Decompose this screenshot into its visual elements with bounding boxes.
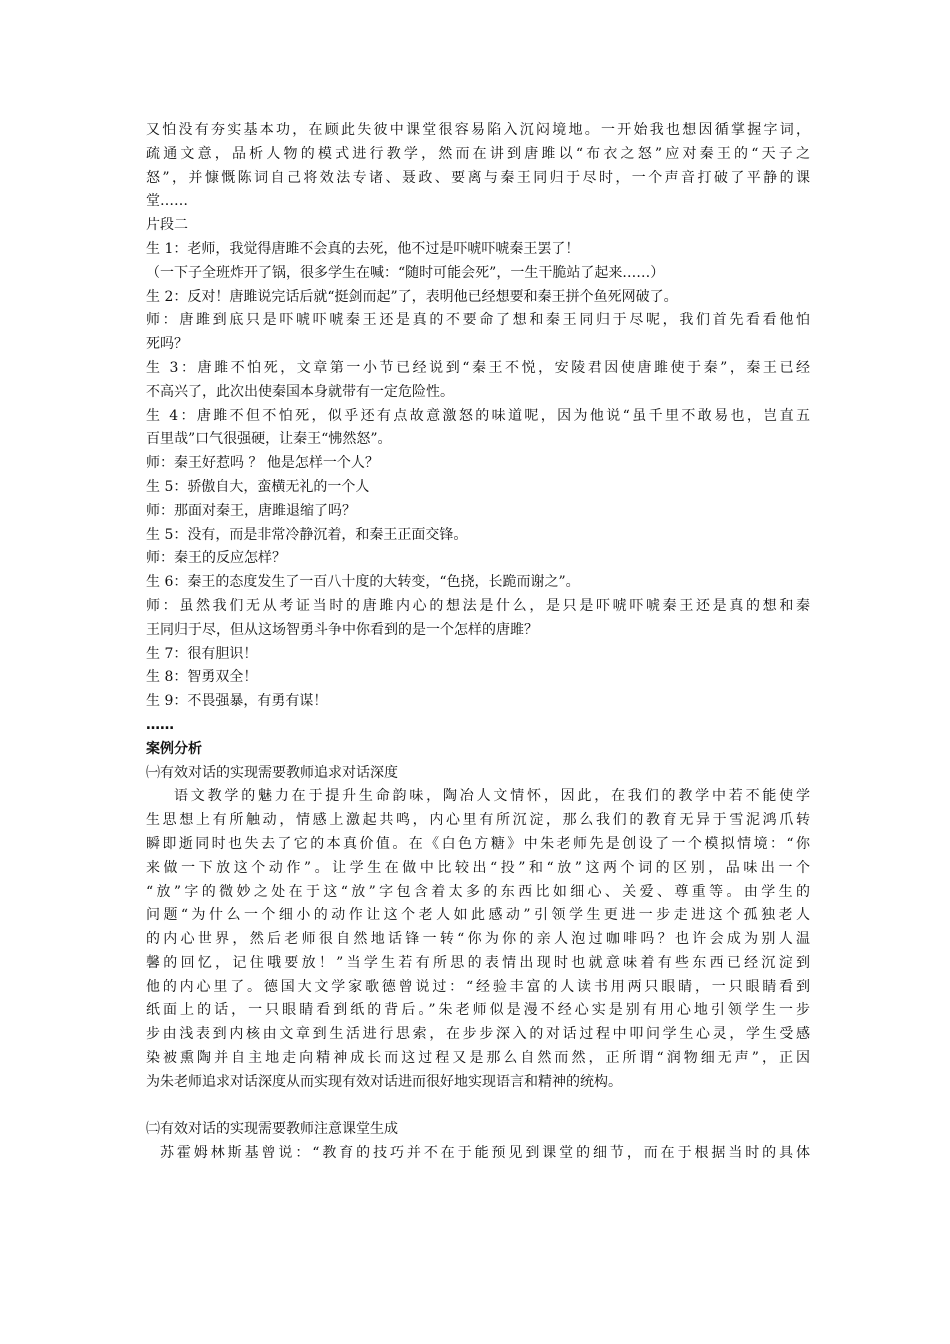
blank-line xyxy=(146,1095,810,1119)
dialogue-line: 生 2：反对！唐雎说完话后就“挺剑而起”了，表明他已经想要和秦王拼个鱼死网破了。 xyxy=(146,288,678,305)
dialogue-line: 生 7：很有胆识！ xyxy=(146,645,258,662)
dialogue-line: …… xyxy=(146,716,174,733)
text-line: 来做一下放这个动作”。让学生在做中比较出“投”和“放”这两个词的区别，品味出一个 xyxy=(146,859,810,876)
dialogue-line: 生 3：唐雎不怕死，文章第一小节已经说到“秦王不悦，安陵君因使唐雎使于秦”，秦王已经 xyxy=(146,359,810,376)
dialogue-section xyxy=(146,238,810,738)
dialogue-line: 百里哉”口气很强硬，让秦王“怫然怒”。 xyxy=(146,431,392,448)
dialogue-line: 生 4：唐雎不但不怕死，似乎还有点故意激怒的味道呢，因为他说“虽千里不敢易也，岂直五 xyxy=(146,407,810,424)
text-line: 步由浅表到内核由文章到生活进行思索，在步步深入的对话过程中叩问学生心灵，学生受感 xyxy=(146,1026,810,1043)
text-line: 馨的回忆，记住哦要放！”当学生若有所思的表情出现时也就意味着有些东西已经沉淀到 xyxy=(146,954,810,971)
dialogue-line: 生 6：秦王的态度发生了一百八十度的大转变，“色挠，长跪而谢之”。 xyxy=(146,574,580,591)
dialogue-line: 师：秦王的反应怎样？ xyxy=(146,550,286,567)
dialogue-line: 生 5：骄傲自大，蛮横无礼的一个人 xyxy=(146,478,370,495)
dialogue-line: 师：那面对秦王，唐雎退缩了吗？ xyxy=(146,502,356,519)
text-line: 瞬即逝同时也失去了它的本真价值。在《白色方糖》中朱老师先是创设了一个模拟情境：“你 xyxy=(146,835,810,852)
section-1-title: ㈠有效对话的实现需要教师追求对话深度 xyxy=(146,764,398,781)
text-line: 怒”，并慷慨陈词自己将效法专诸、聂政、要离与秦王同归于尽时，一个声音打破了平静的课 xyxy=(146,169,810,186)
dialogue-line: 师：虽然我们无从考证当时的唐雎内心的想法是什么，是只是吓唬吓唬秦王还是真的想和秦 xyxy=(146,597,810,614)
dialogue-line: 师：秦王好惹吗 ？ 他是怎样一个人？ xyxy=(146,455,379,472)
text-line: 的内心世界，然后老师很自然地话锋一转“你为你的亲人泡过咖啡吗？也许会成为别人温 xyxy=(146,931,810,948)
text-line: 堂…… xyxy=(146,193,188,210)
text-line: “放”字的微妙之处在于这“放”字包含着太多的东西比如细心、关爱、尊重等。由学生的 xyxy=(146,883,810,900)
segment-title: 片段二 xyxy=(146,217,188,234)
dialogue-line: 死吗？ xyxy=(146,336,188,353)
text-line: 疏通文意，品析人物的模式进行教学，然而在讲到唐雎以“布衣之怒”应对秦王的“天子之 xyxy=(146,145,810,162)
dialogue-line: 生 1：老师，我觉得唐雎不会真的去死，他不过是吓唬吓唬秦王罢了！ xyxy=(146,240,580,257)
text-line: 又怕没有夯实基本功，在顾此失彼中课堂很容易陷入沉闷境地。一开始我也想因循掌握字词， xyxy=(146,122,810,138)
dialogue-line: 王同归于尽，但从这场智勇斗争中你看到的是一个怎样的唐雎？ xyxy=(146,621,538,638)
text-line: 他的内心里了。德国大文学家歌德曾说过：“经验丰富的人读书用两只眼睛，一只眼睛看到 xyxy=(146,978,810,995)
text-line: 生思想上有所触动，情感上激起共鸣，内心里有所沉淀，那么我们的教育无异于雪泥鸿爪转 xyxy=(146,812,810,829)
text-line: 苏霍姆林斯基曾说：“教育的技巧并不在于能预见到课堂的细节，而在于根据当时的具体 xyxy=(160,1145,810,1162)
intro-paragraph xyxy=(146,119,810,214)
section-1-paragraph xyxy=(146,785,810,1094)
text-line: 为朱老师追求对话深度从而实现有效对话进而很好地实现语言和精神的统构。 xyxy=(146,1073,622,1090)
section-2-paragraph xyxy=(146,1142,810,1166)
dialogue-line: 生 8：智勇双全！ xyxy=(146,669,258,686)
dialogue-line: 生 9：不畏强暴，有勇有谋！ xyxy=(146,693,328,710)
dialogue-line: 不高兴了，此次出使秦国本身就带有一定危险性。 xyxy=(146,383,454,400)
text-line: 问题“为什么一个细小的动作让这个老人如此感动”引领学生更进一步走进这个孤独老人 xyxy=(146,907,810,924)
dialogue-line: （一下子全班炸开了锅，很多学生在喊：“随时可能会死”，一生干脆站了起来……） xyxy=(146,264,665,281)
text-line: 纸面上的话，一只眼睛看到纸的背后。”朱老师似是漫不经心实是别有用心地引领学生一步 xyxy=(146,1002,810,1019)
dialogue-line: 生 5：没有，而是非常冷静沉着，和秦王正面交锋。 xyxy=(146,526,468,543)
document-page xyxy=(146,119,810,1166)
section-2-title: ㈡有效对话的实现需要教师注意课堂生成 xyxy=(146,1121,398,1138)
text-line: 语文教学的魅力在于提升生命韵味，陶冶人文情怀，因此，在我们的教学中若不能使学 xyxy=(174,788,810,805)
text-line: 染被熏陶并自主地走向精神成长而这过程又是那么自然而然，正所谓“润物细无声”，正因 xyxy=(146,1050,810,1067)
analysis-heading: 案例分析 xyxy=(146,740,202,757)
dialogue-line: 师：唐雎到底只是吓唬吓唬秦王还是真的不要命了想和秦王同归于尽呢，我们首先看看他怕 xyxy=(146,312,810,329)
